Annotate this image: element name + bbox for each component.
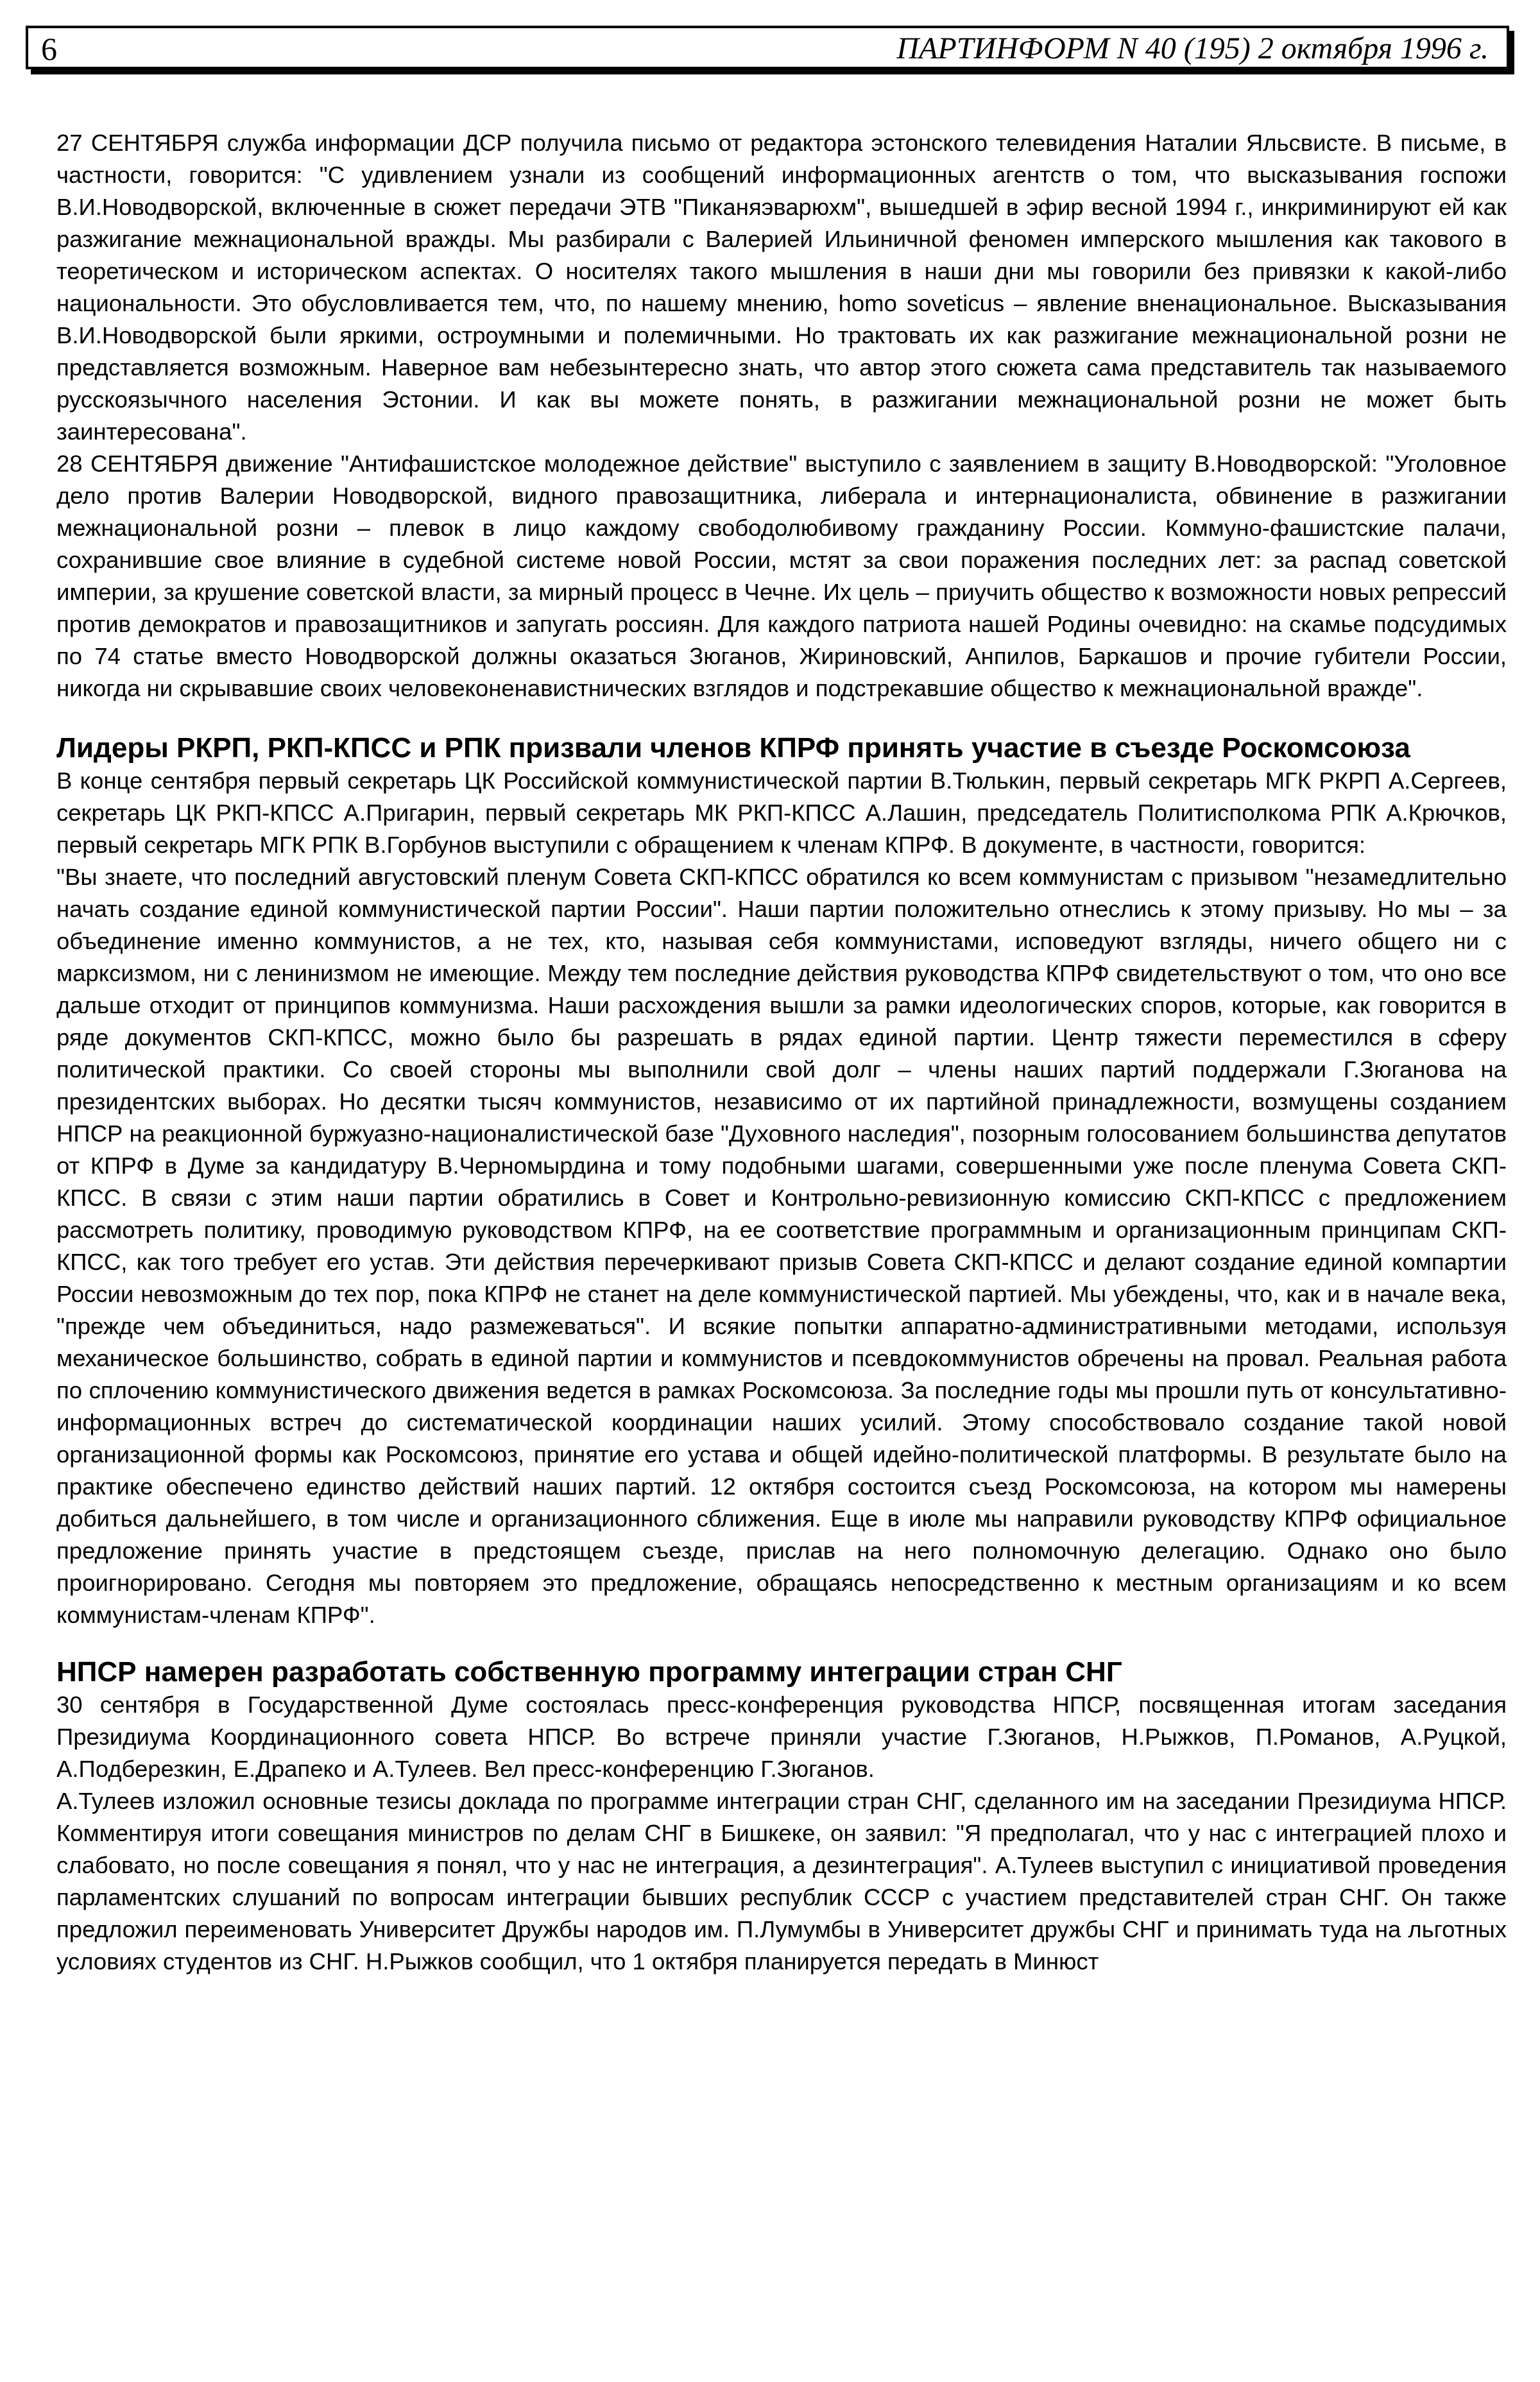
section-news-items	[56, 127, 1507, 705]
paragraph: 27 СЕНТЯБРЯ служба информации ДСР получила письмо от редактора эстонского телевидения Наталии Яльсвисте. В письме, в частности, говорится: "С удивлением узнали из сообщений информационных агентств о том, что высказывания госпожи В.И.Новодворской, включенные в сюжет передачи ЭТВ "Пиканяэварюхм", вышедшей в эфир весной 1994 г., инкриминируют ей как разжигание межнациональной вражды. Мы разбирали с Валерией Ильиничной феномен имперского мышления как такового в теоретическом и историческом аспектах. О носителях такого мышления в наши дни мы говорили без привязки к какой-либо национальности. Это обусловливается тем, что, по нашему мнению, homo soveticus – явление вненациональное. Высказывания В.И.Новодворской были яркими, остроумными и полемичными. Но трактовать их как разжигание межнациональной розни не представляется возможным. Наверное вам небезынтересно знать, что автор этого сюжета сама представитель так называемого русскоязычного населения Эстонии. И как вы можете понять, в разжигании межнациональной розни не может быть заинтересована".	[56, 130, 1507, 445]
paragraph: 28 СЕНТЯБРЯ движение "Антифашистское молодежное действие" выступило с заявлением в защиту В.Новодворской: "Уголовное дело против Валерии Новодворской, видного правозащитника, либерала и интернационалиста, обвинение в разжигании межнациональной розни – плевок в лицо каждому свободолюбивому гражданину России. Коммуно-фашистские палачи, сохранившие свое влияние в судебной системе новой России, мстят за свои поражения последних лет: за распад советской империи, за крушение советской власти, за мирный процесс в Чечне. Их цель – приучить общество к возможности новых репрессий против демократов и правозащитников и запугать россиян. Для каждого патриота нашей Родины очевидно: на скамье подсудимых по 74 статье вместо Новодворской должны оказаться Зюганов, Жириновский, Анпилов, Баркашов и прочие губители России, никогда ни скрывавшие своих человеконенавистнических взглядов и подстрекавшие общество к межнациональной вражде".	[56, 450, 1507, 701]
page-number: 6	[41, 31, 57, 67]
page-header	[26, 26, 1509, 69]
article-heading: Лидеры РКРП, РКП-КПСС и РПК призвали членов КПРФ принять участие в съезде Роскомсоюза	[56, 732, 1410, 764]
paragraph: А.Тулеев изложил основные тезисы доклада по программе интеграции стран СНГ, сделанного им на заседании Президиума НПСР. Комментируя итоги совещания министров по делам СНГ в Бишкеке, он заявил: "Я предполагал, что у нас с интеграцией плохо и слабовато, но после совещания я понял, что у нас не интеграция, а дезинтеграция". А.Тулеев выступил с инициативой проведения парламентских слушаний по вопросам интеграции бывших республик СССР с участием представителей стран СНГ. Он также предложил переименовать Университет Дружбы народов им. П.Лумумбы в Университет дружбы СНГ и принимать туда на льготных условиях студентов из СНГ. Н.Рыжков сообщил, что 1 октября планируется передать в Минюст	[56, 1788, 1507, 1975]
section-npsr	[56, 1656, 1507, 1978]
paragraph: 30 сентября в Государственной Думе состоялась пресс-конференция руководства НПСР, посвященная итогам заседания Президиума Координационного совета НПСР. Во встрече приняли участие Г.Зюганов, Н.Рыжков, П.Романов, А.Руцкой, А.Подберезкин, Е.Драпеко и А.Тулеев. Вел пресс-конференцию Г.Зюганов.	[56, 1692, 1507, 1782]
paragraph: "Вы знаете, что последний августовский пленум Совета СКП-КПСС обратился ко всем коммунистам с призывом "незамедлительно начать создание единой коммунистической партии России". Наши партии положительно отнеслись к этому призыву. Но мы – за объединение именно коммунистов, а не тех, кто, называя себя коммунистами, исповедуют взгляды, ничего общего ни с марксизмом, ни с ленинизмом не имеющие. Между тем последние действия руководства КПРФ свидетельствуют о том, что оно все дальше отходит от принципов коммунизма. Наши расхождения вышли за рамки идеологических споров, которые, как говорится в ряде документов СКП-КПСС, можно было бы разрешать в рядах единой партии. Центр тяжести переместился в сферу политической практики. Со своей стороны мы выполнили свой долг – члены наших партий поддержали Г.Зюганова на президентских выборах. Но десятки тысяч коммунистов, независимо от их партийной принадлежности, возмущены созданием НПСР на реакционной буржуазно-националистической базе "Духовного наследия", позорным голосованием большинства депутатов от КПРФ в Думе за кандидатуру В.Черномырдина и тому подобными шагами, совершенными уже после пленума Совета СКП-КПСС. В связи с этим наши партии обратились в Совет и Контрольно-ревизионную комиссию СКП-КПСС с предложением рассмотреть политику, проводимую руководством КПРФ, на ее соответствие программным и организационным принципам СКП-КПСС, как того требует его устав. Эти действия перечеркивают призыв Совета СКП-КПСС и делают создание единой компартии России невозможным до тех пор, пока КПРФ не станет на деле коммунистической партией. Мы убеждены, что, как и в начале века, "прежде чем объединиться, надо размежеваться". И всякие попытки аппаратно-административными методами, используя механическое большинство, собрать в единой партии и коммунистов и псевдокоммунистов обречены на провал. Реальная работа по сплочению коммунистического движения ведется в рамках Роскомсоюза. За последние годы мы прошли путь от консультативно-информационных встреч до систематической координации наших усилий. Этому способствовало создание такой новой организационной формы как Роскомсоюз, принятие его устава и общей идейно-политической платформы. В результате было на практике обеспечено единство действий наших партий. 12 октября состоится съезд Роскомсоюза, на котором мы намерены добиться дальнейшего, в том числе и организационного сближения. Еще в июле мы направили руководству КПРФ официальное предложение принять участие в предстоящем съезде, прислав на него полномочную делегацию. Однако оно было проигнорировано. Сегодня мы повторяем это предложение, обращаясь непосредственно к местным организациям и ко всем коммунистам-членам КПРФ".	[56, 864, 1507, 1628]
paragraph: В конце сентября первый секретарь ЦК Российской коммунистической партии В.Тюлькин, первый секретарь МГК РКРП А.Сергеев, секретарь ЦК РКП-КПСС А.Пригарин, первый секретарь МК РКП-КПСС А.Лашин, председатель Политисполкома РПК А.Крючков, первый секретарь МГК РПК В.Горбунов выступили с обращением к членам КПРФ. В документе, в частности, говорится:	[56, 767, 1507, 858]
section-roskomsoyuz	[56, 732, 1507, 1631]
running-head: ПАРТИНФОРМ N 40 (195) 2 октября 1996 г.	[896, 31, 1489, 65]
article-body	[56, 127, 1507, 1978]
article-heading: НПСР намерен разработать собственную программу интеграции стран СНГ	[56, 1656, 1122, 1688]
